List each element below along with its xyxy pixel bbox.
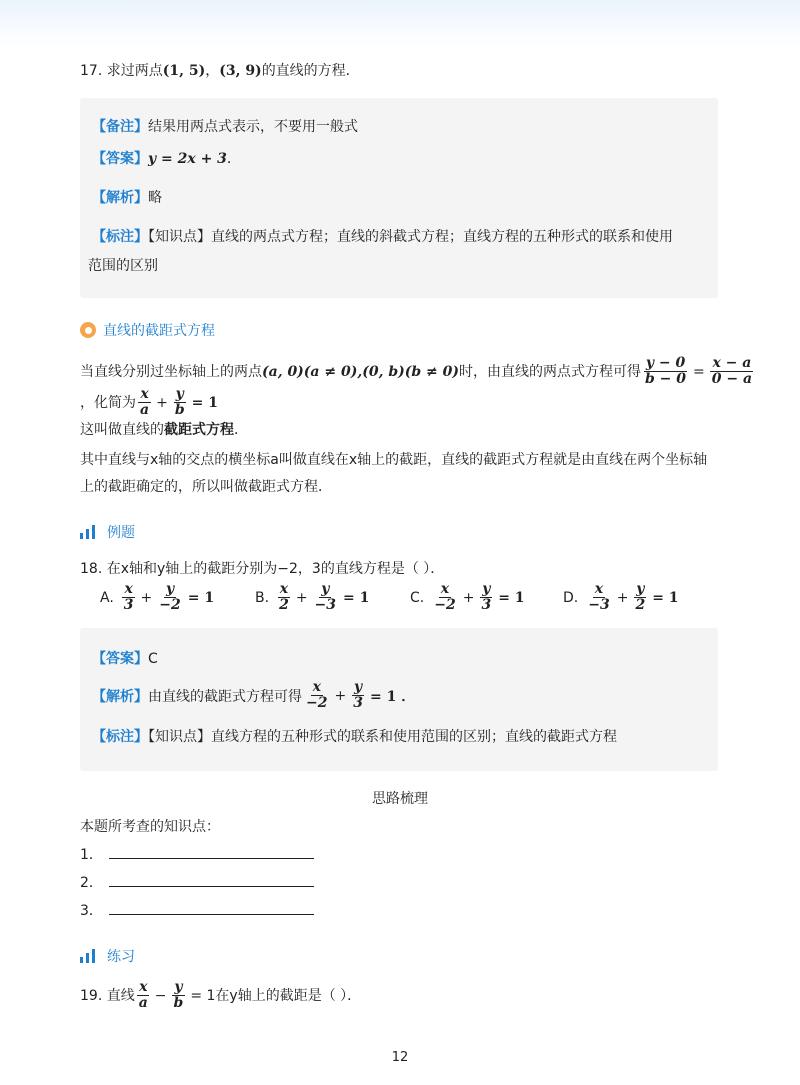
lightbulb-icon [80, 322, 96, 338]
q17-note: 【备注】结果用两点式表示，不要用一般式 [92, 119, 358, 135]
answer-blank[interactable] [109, 872, 314, 887]
fraction: $\frac{x - a}{0 - a}$ [711, 355, 753, 387]
example-heading: 例题 [80, 522, 135, 542]
intercept-line2: ，化简为 $\frac{x}{a}$ + $\frac{y}{b}$ = 1 [80, 386, 218, 418]
q18-solution-box [80, 628, 718, 771]
intercept-section-heading: 直线的截距式方程 [80, 320, 215, 340]
option-label: C. [410, 589, 425, 606]
fraction: $\frac{x}{3}$ [123, 581, 134, 613]
practice-heading: 练习 [80, 946, 135, 966]
intercept-line3: 这叫做直线的截距式方程． [80, 422, 248, 438]
q17-mark-cont: 范围的区别 [88, 258, 158, 274]
answer-blank[interactable] [109, 900, 314, 915]
fraction: $\frac{y}{b}$ [174, 386, 185, 418]
q18-mark: 【标注】【知识点】直线方程的五种形式的联系和使用范围的区别；直线的截距式方程 [92, 729, 617, 745]
review-item-3: 3． [80, 900, 314, 922]
option-a[interactable]: A. $\frac{x}{3}$ + $\frac{y}{-2}$ = 1 [100, 581, 215, 613]
bar-chart-icon [80, 949, 98, 963]
q17-stem: 17. 求过两点(1, 5)，(3, 9)的直线的方程． [80, 63, 360, 79]
intercept-line4: 其中直线与x轴的交点的横坐标a叫做直线在x轴上的截距，直线的截距式方程就是由直线在两个坐标轴 [80, 452, 708, 468]
option-d[interactable]: D. $\frac{x}{-3}$ + $\frac{y}{2}$ = 1 [563, 581, 679, 613]
page-number: 12 [391, 1050, 409, 1065]
q18-answer: 【答案】C [92, 651, 158, 667]
intercept-line5: 上的截距确定的，所以叫做截距式方程． [80, 479, 332, 495]
fraction: $\frac{y}{-2}$ [159, 581, 181, 613]
review-item-1: 1． [80, 844, 314, 866]
review-intro: 本题所考查的知识点： [80, 819, 220, 835]
fraction: $\frac{x}{a}$ [140, 386, 150, 418]
fraction: $\frac{y}{3}$ [481, 581, 492, 613]
q17-answer: 【答案】y = 2x + 3． [92, 151, 241, 167]
option-label: B. [255, 589, 270, 606]
option-label: D. [563, 589, 579, 606]
q18-stem: 18. 在x轴和y轴上的截距分别为−2，3的直线方程是（ ）． [80, 561, 445, 577]
fraction: $\frac{y}{3}$ [353, 679, 363, 711]
review-title: 思路梳理 [372, 791, 428, 807]
fraction: $\frac{x}{-3}$ [588, 581, 610, 613]
option-label: A. [100, 589, 114, 606]
fraction: $\frac{x}{-2}$ [306, 679, 328, 711]
option-c[interactable]: C. $\frac{x}{-2}$ + $\frac{y}{3}$ = 1 [410, 581, 525, 613]
bar-chart-icon [80, 525, 98, 539]
q17-analysis: 【解析】略 [92, 190, 162, 206]
q17-mark: 【标注】【知识点】直线的两点式方程；直线的斜截式方程；直线方程的五种形式的联系和使用 [92, 229, 673, 245]
fraction: $\frac{x}{-2}$ [434, 581, 456, 613]
header-banner [0, 0, 800, 46]
q18-analysis: 【解析】 由直线的截距式方程可得 $\frac{x}{-2}$ + $\frac{y}{3}$ = 1 ． [92, 679, 416, 711]
fraction: $\frac{y}{-3}$ [314, 581, 337, 613]
fraction: $\frac{y}{2}$ [635, 581, 646, 613]
option-b[interactable]: B. $\frac{x}{2}$ + $\frac{y}{-3}$ = 1 [255, 581, 370, 613]
q19-stem: 19. 直线 $\frac{x}{a}$ − $\frac{y}{b}$ = 1在y轴上的截距是（ ）． [80, 979, 362, 1011]
intercept-line1: 当直线分别过坐标轴上的两点 (a, 0)(a ≠ 0),(0, b)(b ≠ 0) 时，由直线的两点式方程可得 $\frac{y - 0}{b - 0}$ = $\frac{x - a}{0 - a}$ [80, 355, 753, 387]
answer-blank[interactable] [109, 844, 314, 859]
q17-solution-box [80, 98, 718, 298]
review-item-2: 2． [80, 872, 314, 894]
fraction: $\frac{x}{2}$ [279, 581, 289, 613]
fraction: $\frac{y}{b}$ [173, 979, 184, 1011]
fraction: $\frac{y - 0}{b - 0}$ [645, 355, 687, 387]
fraction: $\frac{x}{a}$ [138, 979, 148, 1011]
